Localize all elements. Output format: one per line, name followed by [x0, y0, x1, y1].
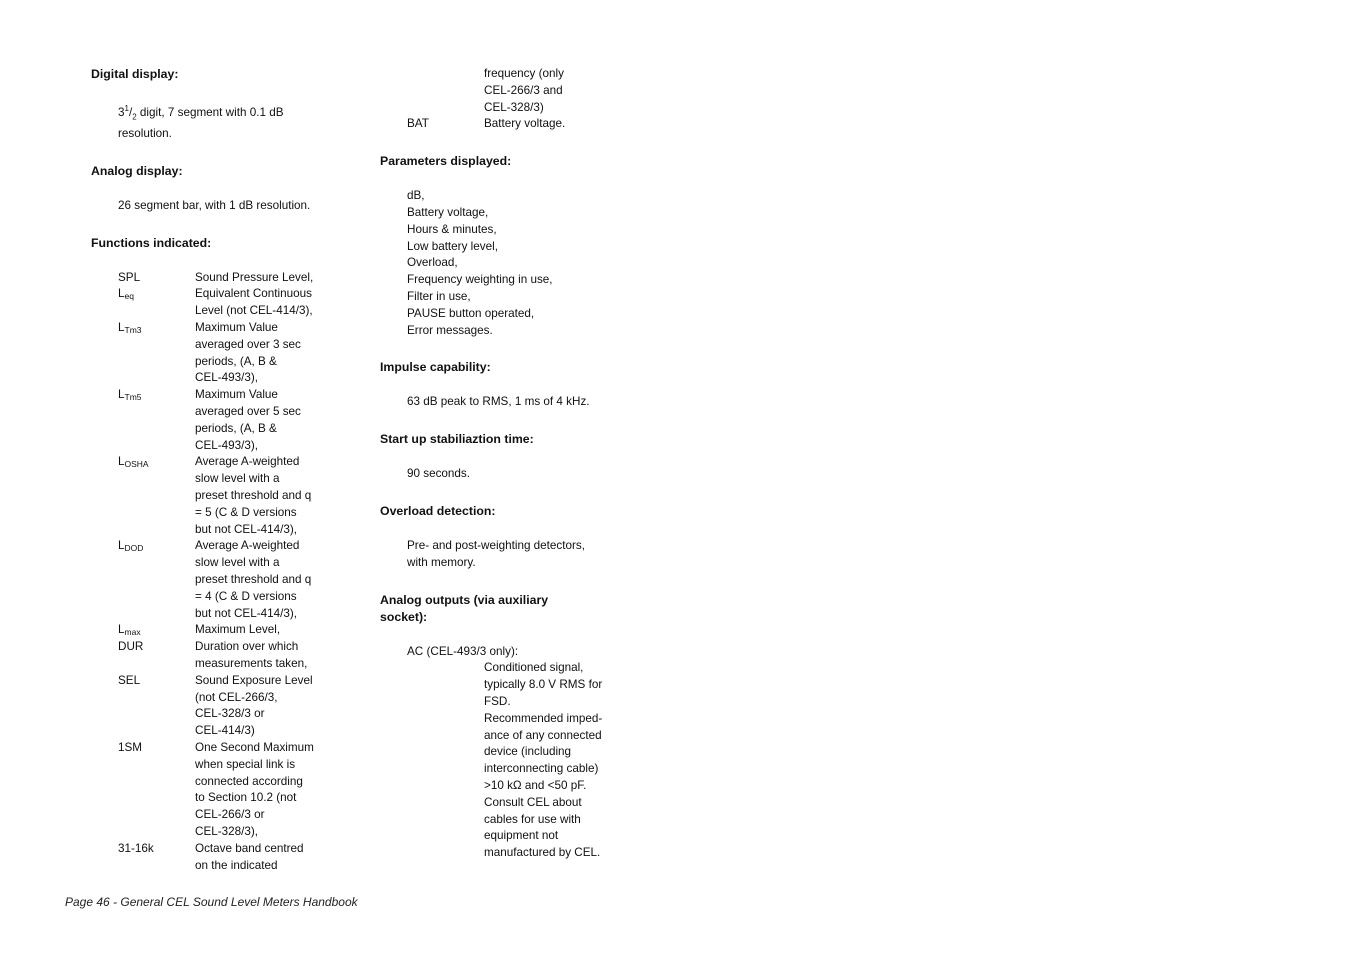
function-item	[118, 639, 351, 673]
function-description-line: Sound Pressure Level,	[195, 270, 314, 284]
function-term: 31-16k	[118, 841, 154, 855]
function-term: $L_{OSHA}$	[118, 455, 149, 470]
function-description	[195, 454, 335, 538]
function-description	[195, 320, 335, 387]
function-description	[195, 673, 335, 740]
function-item	[118, 740, 351, 841]
function-description-line: Average A-weighted	[195, 539, 300, 553]
analog-outputs-heading: Analog outputs (via auxiliary socket):	[380, 592, 549, 624]
function-item	[118, 320, 351, 387]
analog-display-text: 26 segment bar, with 1 dB resolution.	[118, 198, 311, 212]
function-description-line: Maximum Level,	[195, 623, 281, 637]
function-description-line: Level (not CEL-414/3),	[195, 304, 313, 318]
continued-description	[484, 66, 640, 116]
digital-display-text: $3^1/_2$ digit, 7 segment with 0.1 dB resolution.	[118, 104, 284, 141]
function-description-line: Maximum Value	[195, 388, 278, 402]
startup-heading: Start up stabiliaztion time:	[380, 432, 534, 447]
ac-description-line: cables for use with	[484, 812, 581, 826]
function-description-line: slow level with a	[195, 472, 280, 486]
overload-line: with memory.	[407, 555, 476, 569]
bat-term: BAT	[407, 117, 429, 131]
parameter-line: Filter in use,	[407, 289, 471, 303]
continued-line: CEL-328/3)	[484, 100, 544, 114]
parameter-line: dB,	[407, 189, 425, 203]
function-description-line: One Second Maximum	[195, 740, 314, 754]
continued-line: frequency (only	[484, 67, 564, 80]
ac-description-line: equipment not	[484, 829, 559, 843]
overload-line: Pre- and post-weighting detectors,	[407, 538, 586, 552]
function-description-line: = 4 (C & D versions	[195, 589, 297, 603]
function-item	[118, 673, 351, 740]
parameters-heading: Parameters displayed:	[380, 154, 512, 169]
function-description-line: periods, (A, B &	[195, 421, 277, 435]
ac-description-line: device (including	[484, 745, 572, 759]
function-description-line: averaged over 5 sec	[195, 404, 301, 418]
parameter-line: Overload,	[407, 256, 458, 270]
ac-description	[484, 660, 640, 862]
function-description	[195, 841, 335, 875]
function-description-line: CEL-414/3)	[195, 724, 255, 738]
function-description	[195, 387, 335, 454]
function-description-line: Equivalent Continuous	[195, 287, 312, 301]
impulse-text: 63 dB peak to RMS, 1 ms of 4 kHz.	[407, 395, 590, 409]
function-term: 1SM	[118, 740, 143, 754]
function-description-line: (not CEL-266/3,	[195, 690, 278, 704]
function-description-line: = 5 (C & D versions	[195, 505, 297, 519]
functions-indicated-heading: Functions indicated:	[91, 235, 212, 250]
left-column	[91, 66, 351, 874]
function-item	[118, 622, 351, 639]
function-item	[118, 270, 351, 287]
function-description-line: CEL-266/3 or	[195, 808, 265, 822]
function-description-line: when special link is	[195, 757, 296, 771]
ac-description-line: >10 kΩ and <50 pF.	[484, 778, 587, 792]
function-term: $L_{max}$	[118, 623, 141, 638]
function-term: SPL	[118, 270, 141, 284]
parameter-line: Error messages.	[407, 323, 493, 337]
function-description	[195, 622, 335, 639]
digital-display-heading: Digital display:	[91, 67, 179, 81]
parameter-line: Frequency weighting in use,	[407, 273, 553, 287]
right-column	[380, 66, 640, 862]
parameter-line: PAUSE button operated,	[407, 306, 535, 320]
function-description-line: Average A-weighted	[195, 455, 300, 469]
function-description-line: Sound Exposure Level	[195, 673, 313, 687]
parameter-line: Hours & minutes,	[407, 222, 497, 236]
ac-description-line: interconnecting cable)	[484, 762, 599, 776]
parameters-list	[407, 188, 640, 339]
function-description-line: but not CEL-414/3),	[195, 522, 298, 536]
function-description-line: CEL-328/3),	[195, 824, 259, 838]
function-description	[195, 740, 335, 841]
function-description-line: Octave band centred	[195, 841, 304, 855]
ac-description-line: manufactured by CEL.	[484, 846, 601, 860]
function-term: SEL	[118, 673, 141, 687]
ac-output-block	[407, 644, 640, 862]
function-item	[118, 538, 351, 622]
function-description-line: but not CEL-414/3),	[195, 606, 298, 620]
function-item	[118, 286, 351, 320]
function-description-line: to Section 10.2 (not	[195, 791, 297, 805]
function-description-line: periods, (A, B &	[195, 354, 277, 368]
ac-description-line: FSD.	[484, 694, 511, 708]
function-description-line: CEL-493/3),	[195, 371, 259, 385]
function-description-line: preset threshold and q	[195, 572, 312, 586]
function-description-line: CEL-328/3 or	[195, 707, 265, 721]
function-item	[118, 454, 351, 538]
function-term: $L_{eq}$	[118, 287, 134, 302]
analog-display-heading: Analog display:	[91, 163, 183, 178]
function-description	[195, 538, 335, 622]
function-description	[195, 286, 335, 320]
parameter-line: Low battery level,	[407, 239, 498, 253]
function-description-line: Duration over which	[195, 640, 299, 654]
function-description-line: measurements taken,	[195, 656, 308, 670]
page-footer: Page 46 - General CEL Sound Level Meters Handbook	[65, 895, 358, 909]
digit-fraction: $3^1/_2$	[118, 104, 137, 122]
function-description-line: CEL-493/3),	[195, 438, 259, 452]
function-description-line: preset threshold and q	[195, 488, 312, 502]
function-description-line: Maximum Value	[195, 321, 278, 334]
ac-description-line: Consult CEL about	[484, 795, 582, 809]
bat-desc: Battery voltage.	[484, 117, 566, 131]
bat-row	[407, 116, 640, 133]
ac-description-line: typically 8.0 V RMS for	[484, 678, 603, 692]
function-description-line: averaged over 3 sec	[195, 337, 301, 351]
function-term: $L_{Tm3}$	[118, 321, 142, 335]
overload-heading: Overload detection:	[380, 503, 496, 518]
function-description	[195, 270, 335, 287]
startup-text: 90 seconds.	[407, 467, 471, 481]
function-item	[118, 841, 351, 875]
function-description-line: on the indicated	[195, 858, 278, 872]
function-term: DUR	[118, 640, 144, 654]
ac-description-line: ance of any connected	[484, 728, 602, 742]
impulse-heading: Impulse capability:	[380, 360, 491, 375]
overload-text	[407, 538, 640, 572]
function-description-line: slow level with a	[195, 556, 280, 570]
function-term: $L_{Tm5}$	[118, 388, 142, 403]
ac-label: AC (CEL-493/3 only):	[407, 644, 519, 658]
functions-list	[118, 270, 351, 875]
ac-description-line: Recommended imped-	[484, 711, 603, 725]
ac-description-line: Conditioned signal,	[484, 661, 584, 675]
continued-line: CEL-266/3 and	[484, 83, 563, 97]
function-item	[118, 387, 351, 454]
function-description-line: connected according	[195, 774, 303, 788]
function-description	[195, 639, 335, 673]
function-term: $L_{DOD}$	[118, 539, 144, 554]
parameter-line: Battery voltage,	[407, 205, 489, 219]
